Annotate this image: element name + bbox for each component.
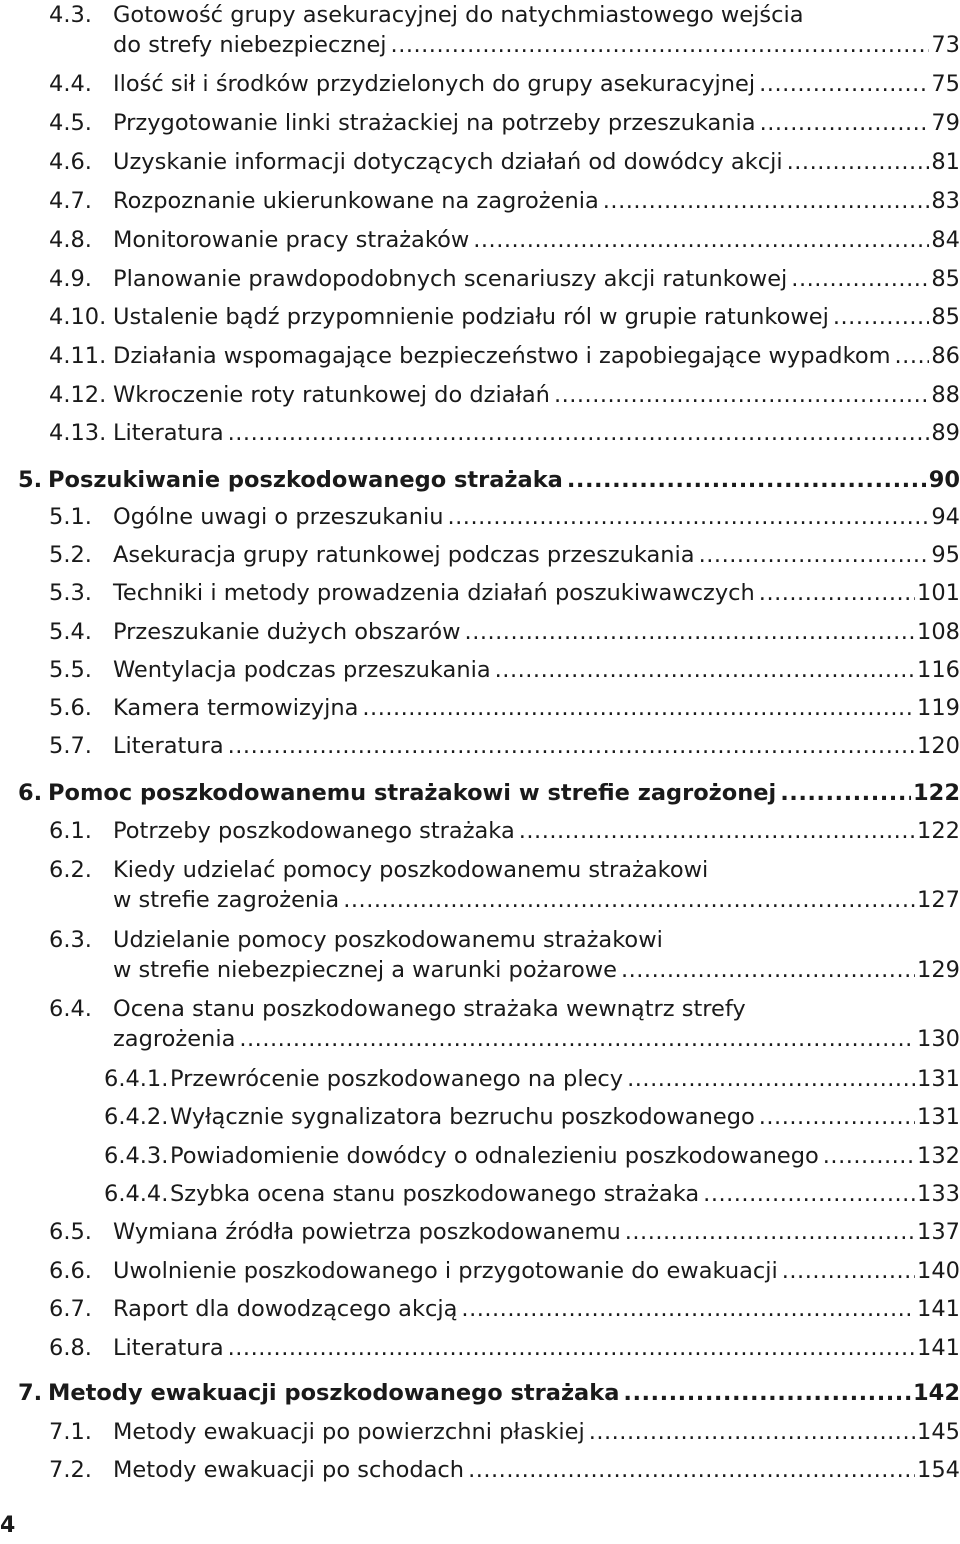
toc-entry-page: 154 (917, 1457, 960, 1483)
toc-entry-number: 5.1. (49, 504, 92, 530)
toc-leader-dots (603, 186, 930, 216)
toc-entry-title: Uzyskanie informacji dotyczących działań od dowódcy akcji (113, 149, 783, 175)
toc-entry-title: Pomoc poszkodowanemu strażakowi w strefie zagrożonej (48, 780, 777, 806)
toc-entry-page: 122 (913, 780, 960, 806)
toc-entry-title: Kamera termowizyjna (113, 695, 359, 721)
toc-entry-title: Wentylacja podczas przeszukania (113, 657, 491, 683)
toc-entry-page: 90 (928, 467, 960, 493)
toc-entry (49, 1333, 960, 1363)
toc-entry-page: 133 (917, 1181, 960, 1207)
toc-entry (18, 465, 960, 495)
toc-leader-dots (625, 1217, 915, 1247)
toc-entry (49, 693, 960, 723)
toc-entry-title: Przeszukanie dużych obszarów (113, 619, 461, 645)
toc-entry (49, 925, 960, 985)
toc-entry (49, 186, 960, 216)
toc-entry-title: Ogólne uwagi o przeszukaniu (113, 504, 444, 530)
toc-leader-dots (448, 502, 930, 532)
toc-entry-number: 7. (18, 1380, 43, 1406)
toc-entry-title: Wyłącznie sygnalizatora bezruchu poszkodowanego (170, 1104, 755, 1130)
toc-entry-page: 83 (931, 188, 960, 214)
toc-entry-title: Ocena stanu poszkodowanego strażaka wewnątrz strefy (113, 996, 746, 1022)
toc-entry-number: 4.6. (49, 149, 92, 175)
toc-entry-page: 73 (931, 32, 960, 58)
toc-entry-title: Powiadomienie dowódcy o odnalezieniu poszkodowanego (170, 1143, 819, 1169)
toc-leader-dots (554, 380, 929, 410)
toc-entry-number: 6.4.1. (104, 1066, 169, 1092)
toc-entry-title: Metody ewakuacji po schodach (113, 1457, 465, 1483)
toc-entry-number: 6.5. (49, 1219, 92, 1245)
toc-entry-page: 88 (931, 382, 960, 408)
toc-entry-number: 6.7. (49, 1296, 92, 1322)
toc-entry-page: 81 (931, 149, 960, 175)
toc-entry-page: 85 (931, 266, 960, 292)
toc-entry-title: Przewrócenie poszkodowanego na plecy (170, 1066, 624, 1092)
toc-leader-dots (519, 816, 915, 846)
toc-entry-number: 5.5. (49, 657, 92, 683)
toc-entry-title: Literatura (113, 733, 224, 759)
toc-entry (49, 655, 960, 685)
toc-leader-dots (699, 540, 930, 570)
toc-entry-number: 6.6. (49, 1258, 92, 1284)
toc-entry-page: 85 (931, 304, 960, 330)
toc-entry-title: Potrzeby poszkodowanego strażaka (113, 818, 515, 844)
toc-entry-title: do strefy niebezpiecznej (113, 32, 387, 58)
toc-entry-page: 141 (917, 1296, 960, 1322)
toc-entry-page: 86 (931, 343, 960, 369)
toc-entry (49, 578, 960, 608)
toc-leader-dots (787, 147, 930, 177)
toc-leader-dots (468, 1455, 915, 1485)
toc-entry-title: Wymiana źródła powietrza poszkodowanemu (113, 1219, 621, 1245)
toc-entry (49, 380, 960, 410)
toc-entry-number: 5.4. (49, 619, 92, 645)
toc-entry-title: Kiedy udzielać pomocy poszkodowanemu strażakowi (113, 857, 709, 883)
toc-entry-title: Uwolnienie poszkodowanego i przygotowanie do ewakuacji (113, 1258, 778, 1284)
toc-entry-page: 84 (931, 227, 960, 253)
toc-entry (49, 341, 960, 371)
toc-entry-title: Szybka ocena stanu poszkodowanego strażaka (170, 1181, 700, 1207)
toc-entry (49, 617, 960, 647)
toc-entry-page: 127 (917, 887, 960, 913)
toc-entry-title: Literatura (113, 1335, 224, 1361)
page-number: 4 (0, 1513, 16, 1538)
toc-entry-number: 7.2. (49, 1457, 92, 1483)
toc-entry (49, 1217, 960, 1247)
toc-leader-dots (703, 1179, 915, 1209)
toc-entry (49, 731, 960, 761)
toc-entry-page: 108 (917, 619, 960, 645)
toc-leader-dots (759, 69, 929, 99)
toc-entry-title: Działania wspomagające bezpieczeństwo i zapobiegające wypadkom (113, 343, 891, 369)
toc-entry-page: 131 (917, 1066, 960, 1092)
toc-entry-page: 130 (917, 1026, 960, 1052)
toc-entry-number: 4.12. (49, 382, 107, 408)
toc-entry-title: Techniki i metody prowadzenia działań poszukiwawczych (113, 580, 755, 606)
toc-entry (49, 108, 960, 138)
toc-leader-dots (391, 30, 930, 60)
toc-entry-number: 6.4.2. (104, 1104, 169, 1130)
toc-leader-dots (791, 264, 929, 294)
toc-entry-page: 75 (931, 71, 960, 97)
toc-entry (49, 855, 960, 915)
toc-entry (18, 1378, 960, 1408)
toc-entry-page: 94 (931, 504, 960, 530)
toc-leader-dots (589, 1417, 915, 1447)
toc-entry-page: 132 (917, 1143, 960, 1169)
toc-leader-dots (621, 955, 915, 985)
toc-entry-page: 137 (917, 1219, 960, 1245)
toc-leader-dots (473, 225, 929, 255)
toc-entry-title: Raport dla dowodzącego akcją (113, 1296, 458, 1322)
toc-leader-dots (760, 108, 930, 138)
toc-entry-title: Literatura (113, 420, 224, 446)
toc-entry-title: w strefie niebezpiecznej a warunki pożarowe (113, 957, 617, 983)
toc-entry (49, 816, 960, 846)
toc-entry-title: Rozpoznanie ukierunkowane na zagrożenia (113, 188, 599, 214)
toc-entry-number: 6.4. (49, 996, 92, 1022)
toc-entry-page: 122 (917, 818, 960, 844)
toc-leader-dots (823, 1141, 915, 1171)
toc-entry (49, 225, 960, 255)
toc-entry-number: 4.8. (49, 227, 92, 253)
toc-leader-dots (780, 778, 911, 808)
toc-leader-dots (495, 655, 915, 685)
toc-entry (49, 418, 960, 448)
toc-entry-page: 140 (917, 1258, 960, 1284)
toc-entry-number: 4.7. (49, 188, 92, 214)
toc-entry-number: 4.10. (49, 304, 107, 330)
toc-entry-page: 119 (917, 695, 960, 721)
toc-entry-page: 101 (917, 580, 960, 606)
toc-entry-number: 6.2. (49, 857, 92, 883)
toc-entry-page: 79 (931, 110, 960, 136)
toc-entry (18, 778, 960, 808)
toc-entry-page: 131 (917, 1104, 960, 1130)
toc-entry-number: 4.13. (49, 420, 107, 446)
toc-entry-number: 6.3. (49, 927, 92, 953)
toc-entry-number: 4.9. (49, 266, 92, 292)
toc-leader-dots (362, 693, 915, 723)
toc-entry-page: 89 (931, 420, 960, 446)
toc-entry (104, 1179, 960, 1209)
toc-entry (49, 1417, 960, 1447)
toc-entry-number: 6.4.4. (104, 1181, 169, 1207)
toc-entry-number: 6.8. (49, 1335, 92, 1361)
toc-leader-dots (782, 1256, 915, 1286)
toc-entry-title: Wkroczenie roty ratunkowej do działań (113, 382, 550, 408)
toc-leader-dots (465, 617, 916, 647)
toc-leader-dots (228, 731, 915, 761)
toc-entry-page: 142 (913, 1380, 960, 1406)
toc-entry-title: Monitorowanie pracy strażaków (113, 227, 470, 253)
toc-entry-title: Przygotowanie linki strażackiej na potrzeby przeszukania (113, 110, 756, 136)
toc-leader-dots (623, 1378, 911, 1408)
toc-entry-number: 4.11. (49, 343, 107, 369)
toc-entry-number: 4.4. (49, 71, 92, 97)
toc-entry-page: 95 (931, 542, 960, 568)
toc-leader-dots (759, 1102, 915, 1132)
toc-entry-title: Metody ewakuacji po powierzchni płaskiej (113, 1419, 585, 1445)
toc-entry-title: Gotowość grupy asekuracyjnej do natychmiastowego wejścia (113, 2, 804, 28)
toc-entry (104, 1102, 960, 1132)
toc-entry (49, 1294, 960, 1324)
toc-entry-number: 7.1. (49, 1419, 92, 1445)
toc-entry-number: 6. (18, 780, 43, 806)
toc-entry-number: 6.1. (49, 818, 92, 844)
toc-leader-dots (343, 885, 915, 915)
toc-entry-page: 129 (917, 957, 960, 983)
toc-entry-title: Planowanie prawdopodobnych scenariuszy akcji ratunkowej (113, 266, 788, 292)
toc-entry-page: 120 (917, 733, 960, 759)
toc-entry-page: 116 (917, 657, 960, 683)
toc-leader-dots (833, 302, 930, 332)
toc-leader-dots (239, 1024, 915, 1054)
toc-entry (49, 264, 960, 294)
toc-leader-dots (228, 1333, 915, 1363)
toc-entry (49, 1256, 960, 1286)
toc-leader-dots (895, 341, 930, 371)
toc-entry-title: Metody ewakuacji poszkodowanego strażaka (48, 1380, 620, 1406)
toc-entry-number: 5.7. (49, 733, 92, 759)
toc-entry (49, 69, 960, 99)
toc-leader-dots (228, 418, 930, 448)
toc-entry-number: 4.5. (49, 110, 92, 136)
toc-leader-dots (759, 578, 915, 608)
toc-entry-number: 5. (18, 467, 43, 493)
toc-entry (49, 0, 960, 60)
toc-entry (104, 1141, 960, 1171)
toc-leader-dots (567, 465, 927, 495)
toc-leader-dots (627, 1064, 915, 1094)
toc-entry-title: Udzielanie pomocy poszkodowanemu strażakowi (113, 927, 663, 953)
toc-entry (49, 302, 960, 332)
toc-entry-number: 5.2. (49, 542, 92, 568)
toc-entry (49, 540, 960, 570)
toc-leader-dots (461, 1294, 915, 1324)
toc-entry-page: 141 (917, 1335, 960, 1361)
toc-entry-number: 4.3. (49, 2, 92, 28)
toc-entry (49, 147, 960, 177)
toc-entry-page: 145 (917, 1419, 960, 1445)
toc-entry-title: w strefie zagrożenia (113, 887, 340, 913)
toc-entry-number: 5.3. (49, 580, 92, 606)
toc-entry-number: 6.4.3. (104, 1143, 169, 1169)
toc-entry (49, 1455, 960, 1485)
toc-entry-title: Ilość sił i środków przydzielonych do grupy asekuracyjnej (113, 71, 756, 97)
toc-entry-title: Ustalenie bądź przypomnienie podziału ról w grupie ratunkowej (113, 304, 829, 330)
toc-entry-title: Asekuracja grupy ratunkowej podczas przeszukania (113, 542, 695, 568)
toc-entry (49, 502, 960, 532)
toc-entry (104, 1064, 960, 1094)
toc-entry-number: 5.6. (49, 695, 92, 721)
toc-entry-title: zagrożenia (113, 1026, 236, 1052)
toc-entry-title: Poszukiwanie poszkodowanego strażaka (48, 467, 563, 493)
toc-entry (49, 994, 960, 1054)
